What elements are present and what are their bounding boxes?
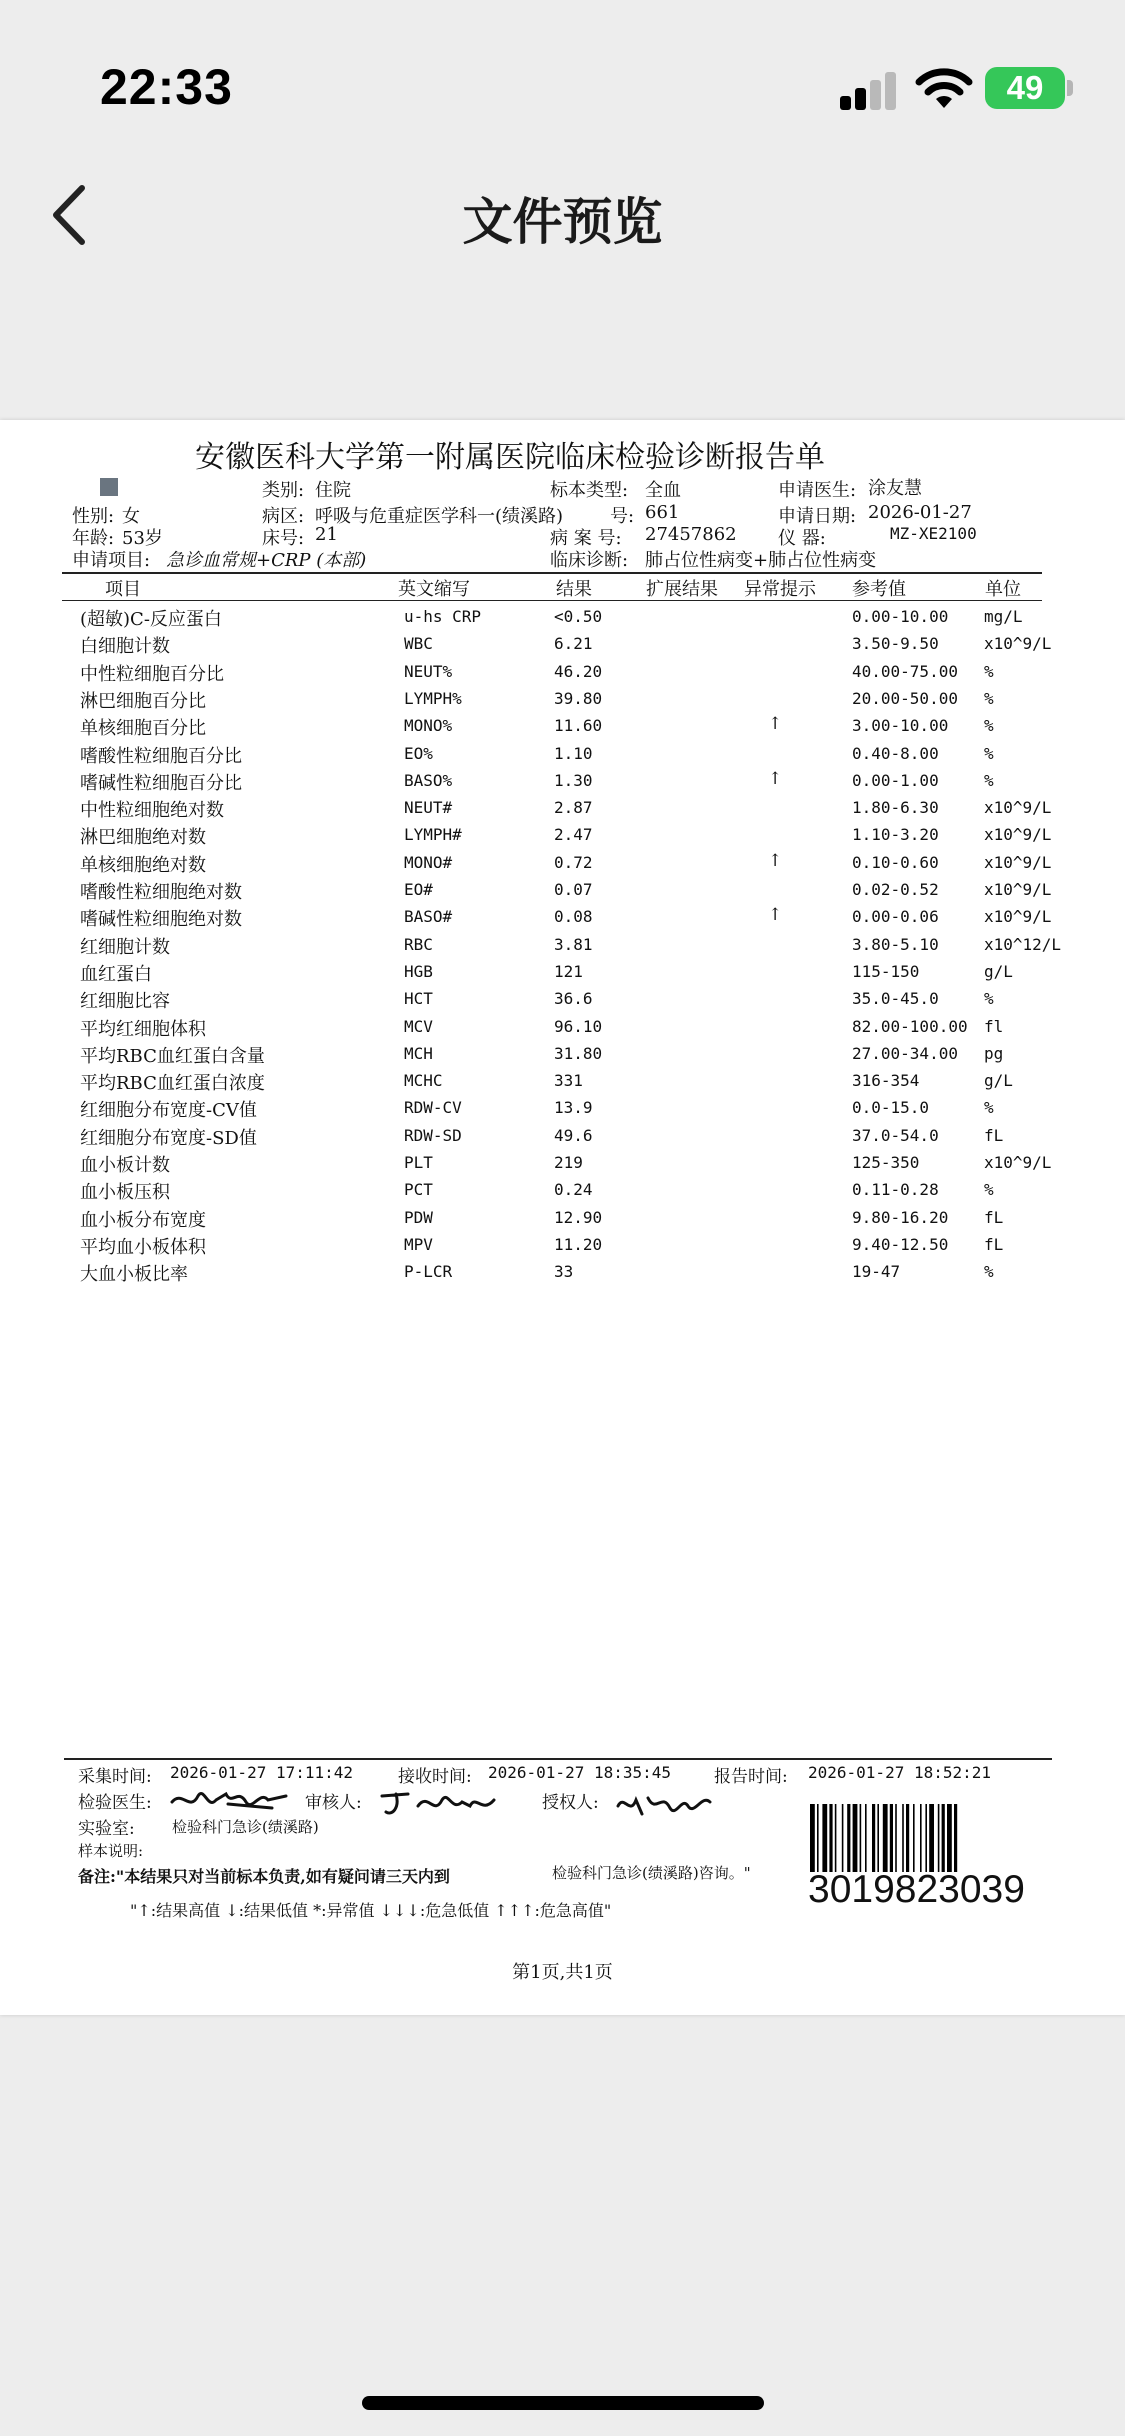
- row-result: 46.20: [554, 661, 603, 681]
- table-row: [0, 851, 1125, 878]
- row-reference-range: 3.50-9.50: [852, 634, 939, 654]
- row-result: <0.50: [554, 607, 603, 626]
- row-item-name: 红细胞分布宽度-CV值: [80, 1100, 257, 1122]
- row-abbreviation: EO#: [404, 880, 433, 899]
- row-reference-range: 9.80-16.20: [852, 1207, 949, 1227]
- column-header-unit: 单位: [985, 579, 1021, 600]
- instrument-value: MZ-XE2100: [890, 524, 977, 543]
- row-item-name: 嗜酸性粒细胞百分比: [80, 745, 242, 767]
- row-result: 219: [554, 1153, 583, 1172]
- divider: [64, 1758, 1052, 1760]
- row-abnormal-flag: ↑: [768, 850, 783, 871]
- row-unit: %: [984, 716, 994, 736]
- row-result: 2.47: [554, 825, 593, 845]
- table-row: [0, 1206, 1125, 1233]
- row-unit: x10^9/L: [984, 852, 1052, 872]
- row-abbreviation: RDW-CV: [404, 1098, 462, 1118]
- barcode-bar: [847, 1804, 850, 1872]
- sample-note-label: 样本说明:: [78, 1842, 144, 1860]
- row-reference-range: 20.00-50.00: [852, 688, 958, 708]
- table-row: [0, 605, 1125, 632]
- barcode-bar: [925, 1804, 927, 1872]
- barcode-bar: [865, 1804, 867, 1872]
- row-item-name: 血小板计数: [80, 1155, 170, 1176]
- barcode-bar: [860, 1804, 862, 1872]
- row-reference-range: 3.00-10.00: [852, 716, 949, 736]
- row-reference-range: 115-150: [852, 961, 920, 981]
- table-row: [0, 1015, 1125, 1042]
- row-reference-range: 125-350: [852, 1153, 920, 1172]
- diagnosis-value: 肺占位性病变+肺占位性病变: [645, 550, 877, 571]
- barcode-bar: [883, 1804, 888, 1872]
- barcode-bar: [954, 1804, 957, 1872]
- row-reference-range: 316-354: [852, 1071, 920, 1091]
- table-row: [0, 660, 1125, 687]
- row-item-name: 嗜酸性粒细胞绝对数: [80, 882, 242, 903]
- row-result: 121: [554, 961, 583, 981]
- row-reference-range: 0.40-8.00: [852, 743, 939, 763]
- status-time: 22:33: [100, 59, 233, 115]
- row-item-name: 平均RBC血红蛋白含量: [80, 1045, 265, 1067]
- row-abbreviation: HGB: [404, 961, 433, 981]
- table-row: [0, 714, 1125, 741]
- row-abnormal-flag: ↑: [768, 905, 783, 926]
- row-abbreviation: RDW-SD: [404, 1125, 462, 1145]
- bed-value: 21: [315, 524, 338, 545]
- table-row: [0, 1069, 1125, 1096]
- row-item-name: (超敏)C-反应蛋白: [80, 609, 222, 630]
- bed-label: 床号:: [262, 528, 305, 549]
- row-abnormal-flag: ↑: [768, 714, 783, 735]
- authorizer-signature: [614, 1788, 714, 1822]
- row-abbreviation: BASO%: [404, 770, 453, 790]
- row-abbreviation: BASO#: [404, 907, 453, 927]
- table-row: [0, 1151, 1125, 1178]
- home-indicator[interactable]: [362, 2396, 764, 2410]
- category-value: 住院: [315, 480, 351, 501]
- item-value: 急诊血常规+CRP (本部): [166, 550, 367, 571]
- row-item-name: 淋巴细胞百分比: [80, 690, 206, 712]
- row-abbreviation: MONO%: [404, 716, 453, 736]
- row-abbreviation: LYMPH%: [404, 688, 462, 708]
- row-reference-range: 0.00-10.00: [852, 607, 949, 626]
- report-time-label: 报告时间:: [714, 1767, 788, 1787]
- row-unit: x10^9/L: [984, 880, 1052, 899]
- row-item-name: 红细胞比容: [80, 991, 170, 1013]
- row-result: 6.21: [554, 634, 593, 654]
- row-reference-range: 19-47: [852, 1262, 901, 1282]
- row-result: 39.80: [554, 688, 603, 708]
- row-abbreviation: LYMPH#: [404, 825, 462, 845]
- barcode-bar: [942, 1804, 945, 1872]
- flag-legend: "↑:结果高值 ↓:结果低值 *:异常值 ↓↓↓:危急低值 ↑↑↑:危急高值": [130, 1901, 612, 1920]
- row-result: 0.07: [554, 880, 593, 899]
- disclaimer-note-tail: 检验科门急诊(绩溪路)咨询。": [552, 1864, 751, 1882]
- barcode-bar: [929, 1804, 934, 1872]
- row-result: 31.80: [554, 1043, 603, 1063]
- receive-time-value: 2026-01-27 18:35:45: [488, 1763, 672, 1782]
- barcode-bar: [872, 1804, 875, 1872]
- table-row: [0, 1124, 1125, 1151]
- barcode-bar: [895, 1804, 897, 1872]
- row-reference-range: 1.10-3.20: [852, 825, 939, 845]
- row-result: 1.30: [554, 770, 593, 790]
- ward-label: 病区:: [262, 506, 305, 527]
- row-result: 3.81: [554, 934, 593, 954]
- row-result: 13.9: [554, 1098, 593, 1118]
- age-value: 53岁: [122, 528, 163, 549]
- row-item-name: 血小板压积: [80, 1182, 170, 1204]
- row-abbreviation: NEUT%: [404, 661, 453, 681]
- row-result: 96.10: [554, 1016, 603, 1036]
- table-row: [0, 987, 1125, 1014]
- doctor-label: 申请医生:: [778, 480, 857, 501]
- column-header-abbr: 英文缩写: [398, 579, 470, 600]
- cellular-signal-icon: [840, 72, 898, 110]
- row-item-name: 红细胞计数: [80, 936, 170, 958]
- row-unit: fl: [984, 1016, 1004, 1036]
- row-abbreviation: MONO#: [404, 852, 453, 872]
- column-header-item: 项目: [105, 579, 141, 600]
- lab-label: 实验室:: [78, 1819, 135, 1839]
- case-label: 病 案 号:: [550, 528, 622, 549]
- barcode-bar: [853, 1804, 858, 1872]
- column-header-reference: 参考值: [852, 579, 906, 600]
- row-result: 2.87: [554, 798, 593, 818]
- row-unit: fL: [984, 1207, 1004, 1227]
- barcode-number: 3019823039: [808, 1868, 1025, 1911]
- barcode-bar: [842, 1804, 844, 1872]
- row-unit: x10^9/L: [984, 1153, 1052, 1172]
- table-row: [0, 1233, 1125, 1260]
- doctor-value: 涂友慧: [868, 478, 922, 499]
- row-result: 331: [554, 1071, 583, 1091]
- gender-label: 性别:: [72, 506, 115, 527]
- table-row: [0, 960, 1125, 987]
- report-title: 安徽医科大学第一附属医院临床检验诊断报告单: [195, 440, 825, 475]
- row-abbreviation: HCT: [404, 989, 433, 1009]
- case-value: 27457862: [645, 524, 737, 545]
- row-result: 49.6: [554, 1125, 593, 1145]
- row-item-name: 平均血小板体积: [80, 1236, 206, 1258]
- row-abbreviation: NEUT#: [404, 798, 453, 818]
- row-item-name: 平均RBC血红蛋白浓度: [80, 1073, 265, 1095]
- column-header-extended: 扩展结果: [646, 579, 718, 600]
- row-item-name: 血小板分布宽度: [80, 1209, 206, 1231]
- row-unit: %: [984, 661, 994, 681]
- barcode-bar: [810, 1804, 815, 1872]
- apply-date-label: 申请日期:: [778, 506, 857, 527]
- row-abbreviation: P-LCR: [404, 1262, 453, 1282]
- barcode-bar: [890, 1804, 893, 1872]
- barcode-bar: [938, 1804, 940, 1872]
- item-label: 申请项目:: [72, 550, 151, 571]
- diagnosis-label: 临床诊断:: [550, 550, 629, 571]
- row-abbreviation: RBC: [404, 934, 433, 954]
- barcode-bar: [877, 1804, 879, 1872]
- disclaimer-note: 备注:"本结果只对当前标本负责,如有疑问请三天内到: [78, 1867, 450, 1886]
- row-result: 11.60: [554, 716, 603, 736]
- row-unit: fL: [984, 1125, 1004, 1145]
- wifi-icon: [915, 66, 973, 110]
- table-row: [0, 796, 1125, 823]
- table-row: [0, 905, 1125, 932]
- barcode-bar: [902, 1804, 904, 1872]
- row-result: 12.90: [554, 1207, 603, 1227]
- row-item-name: 嗜碱性粒细胞百分比: [80, 772, 242, 794]
- table-row: [0, 742, 1125, 769]
- report-document: [0, 420, 1125, 2015]
- row-reference-range: 0.0-15.0: [852, 1098, 930, 1118]
- table-row: [0, 1096, 1125, 1123]
- row-unit: %: [984, 1098, 994, 1118]
- redacted-mark: [100, 478, 118, 496]
- row-unit: g/L: [984, 1071, 1013, 1091]
- row-result: 0.24: [554, 1180, 593, 1200]
- barcode-bar: [822, 1804, 827, 1872]
- reviewer-signature: [378, 1786, 498, 1820]
- instrument-label: 仪 器:: [778, 528, 826, 549]
- age-label: 年龄:: [72, 528, 115, 549]
- row-reference-range: 0.00-1.00: [852, 770, 939, 790]
- reviewer-label: 审核人:: [305, 1793, 362, 1813]
- divider: [62, 572, 1042, 574]
- row-abbreviation: MCHC: [404, 1071, 443, 1091]
- page-number: 第1页,共1页: [512, 1962, 613, 1983]
- apply-date-value: 2026-01-27: [868, 502, 972, 523]
- row-item-name: 单核细胞绝对数: [80, 854, 206, 876]
- table-row: [0, 1042, 1125, 1069]
- table-row: [0, 1178, 1125, 1205]
- row-unit: fL: [984, 1234, 1004, 1254]
- row-abbreviation: MPV: [404, 1234, 433, 1254]
- row-unit: g/L: [984, 961, 1013, 981]
- row-reference-range: 0.00-0.06: [852, 907, 939, 927]
- row-unit: %: [984, 743, 994, 763]
- row-reference-range: 37.0-54.0: [852, 1125, 939, 1145]
- row-unit: %: [984, 770, 994, 790]
- row-result: 0.08: [554, 907, 593, 927]
- divider: [62, 600, 1042, 601]
- row-reference-range: 27.00-34.00: [852, 1043, 958, 1063]
- lab-value: 检验科门急诊(绩溪路): [172, 1818, 319, 1836]
- row-abbreviation: WBC: [404, 634, 433, 654]
- column-header-result: 结果: [556, 579, 592, 600]
- row-item-name: 中性粒细胞百分比: [80, 663, 224, 685]
- row-reference-range: 1.80-6.30: [852, 798, 939, 818]
- row-abbreviation: MCH: [404, 1043, 433, 1063]
- row-result: 11.20: [554, 1234, 603, 1254]
- report-time-value: 2026-01-27 18:52:21: [808, 1763, 992, 1782]
- row-reference-range: 0.11-0.28: [852, 1180, 939, 1200]
- row-abbreviation: MCV: [404, 1016, 433, 1036]
- ward-no-label: 号:: [610, 506, 635, 527]
- barcode-bar: [817, 1804, 819, 1872]
- row-unit: mg/L: [984, 607, 1023, 626]
- battery-indicator: 49: [985, 67, 1065, 109]
- receive-time-label: 接收时间:: [398, 1767, 472, 1787]
- table-row: [0, 687, 1125, 714]
- row-unit: x10^9/L: [984, 798, 1052, 818]
- row-abnormal-flag: ↑: [768, 768, 783, 789]
- tester-label: 检验医生:: [78, 1793, 152, 1813]
- sample-type-label: 标本类型:: [550, 480, 629, 501]
- table-row: [0, 769, 1125, 796]
- row-item-name: 单核细胞百分比: [80, 718, 206, 740]
- table-row: [0, 878, 1125, 905]
- barcode-bar: [829, 1804, 832, 1872]
- authorizer-label: 授权人:: [542, 1793, 599, 1813]
- row-item-name: 大血小板比率: [80, 1264, 188, 1286]
- barcode: [810, 1804, 1010, 1872]
- table-row: [0, 1260, 1125, 1287]
- table-row: [0, 632, 1125, 659]
- row-reference-range: 3.80-5.10: [852, 934, 939, 954]
- row-unit: x10^9/L: [984, 907, 1052, 927]
- row-result: 33: [554, 1262, 574, 1282]
- row-reference-range: 40.00-75.00: [852, 661, 958, 681]
- row-unit: x10^9/L: [984, 634, 1052, 654]
- row-unit: x10^12/L: [984, 934, 1062, 954]
- row-item-name: 淋巴细胞绝对数: [80, 827, 206, 849]
- collect-time-value: 2026-01-27 17:11:42: [170, 1763, 354, 1782]
- table-row: [0, 823, 1125, 850]
- row-abbreviation: EO%: [404, 743, 433, 763]
- barcode-bar: [947, 1804, 952, 1872]
- row-result: 36.6: [554, 989, 593, 1009]
- barcode-bar: [906, 1804, 909, 1872]
- row-reference-range: 82.00-100.00: [852, 1016, 968, 1036]
- row-item-name: 平均红细胞体积: [80, 1018, 206, 1040]
- row-reference-range: 0.02-0.52: [852, 880, 939, 899]
- column-header-flag: 异常提示: [744, 579, 816, 600]
- page-title: 文件预览: [462, 193, 663, 251]
- barcode-bar: [835, 1804, 837, 1872]
- row-result: 1.10: [554, 743, 593, 763]
- tester-signature: [168, 1782, 290, 1818]
- row-reference-range: 9.40-12.50: [852, 1234, 949, 1254]
- collect-time-label: 采集时间:: [78, 1767, 152, 1787]
- row-unit: %: [984, 1180, 994, 1200]
- row-unit: %: [984, 989, 994, 1009]
- barcode-bar: [920, 1804, 922, 1872]
- row-unit: x10^9/L: [984, 825, 1052, 845]
- row-abbreviation: PDW: [404, 1207, 433, 1227]
- row-abbreviation: PLT: [404, 1153, 433, 1172]
- ward-no-value: 661: [645, 502, 680, 523]
- row-item-name: 白细胞计数: [80, 636, 170, 658]
- row-item-name: 红细胞分布宽度-SD值: [80, 1127, 257, 1149]
- table-row: [0, 933, 1125, 960]
- row-unit: %: [984, 1262, 994, 1282]
- row-abbreviation: u-hs CRP: [404, 607, 482, 626]
- gender-value: 女: [122, 506, 140, 527]
- row-unit: pg: [984, 1043, 1004, 1063]
- row-abbreviation: PCT: [404, 1180, 433, 1200]
- barcode-bar: [913, 1804, 915, 1872]
- row-unit: %: [984, 688, 994, 708]
- row-result: 0.72: [554, 852, 593, 872]
- sample-type-value: 全血: [645, 480, 681, 501]
- row-item-name: 中性粒细胞绝对数: [80, 800, 224, 822]
- row-item-name: 血红蛋白: [80, 963, 152, 985]
- row-reference-range: 35.0-45.0: [852, 989, 939, 1009]
- battery-tip: [1067, 80, 1073, 96]
- ward-value: 呼吸与危重症医学科一(绩溪路): [315, 506, 564, 527]
- category-label: 类别:: [262, 480, 305, 501]
- row-item-name: 嗜碱性粒细胞绝对数: [80, 909, 242, 931]
- row-reference-range: 0.10-0.60: [852, 852, 939, 872]
